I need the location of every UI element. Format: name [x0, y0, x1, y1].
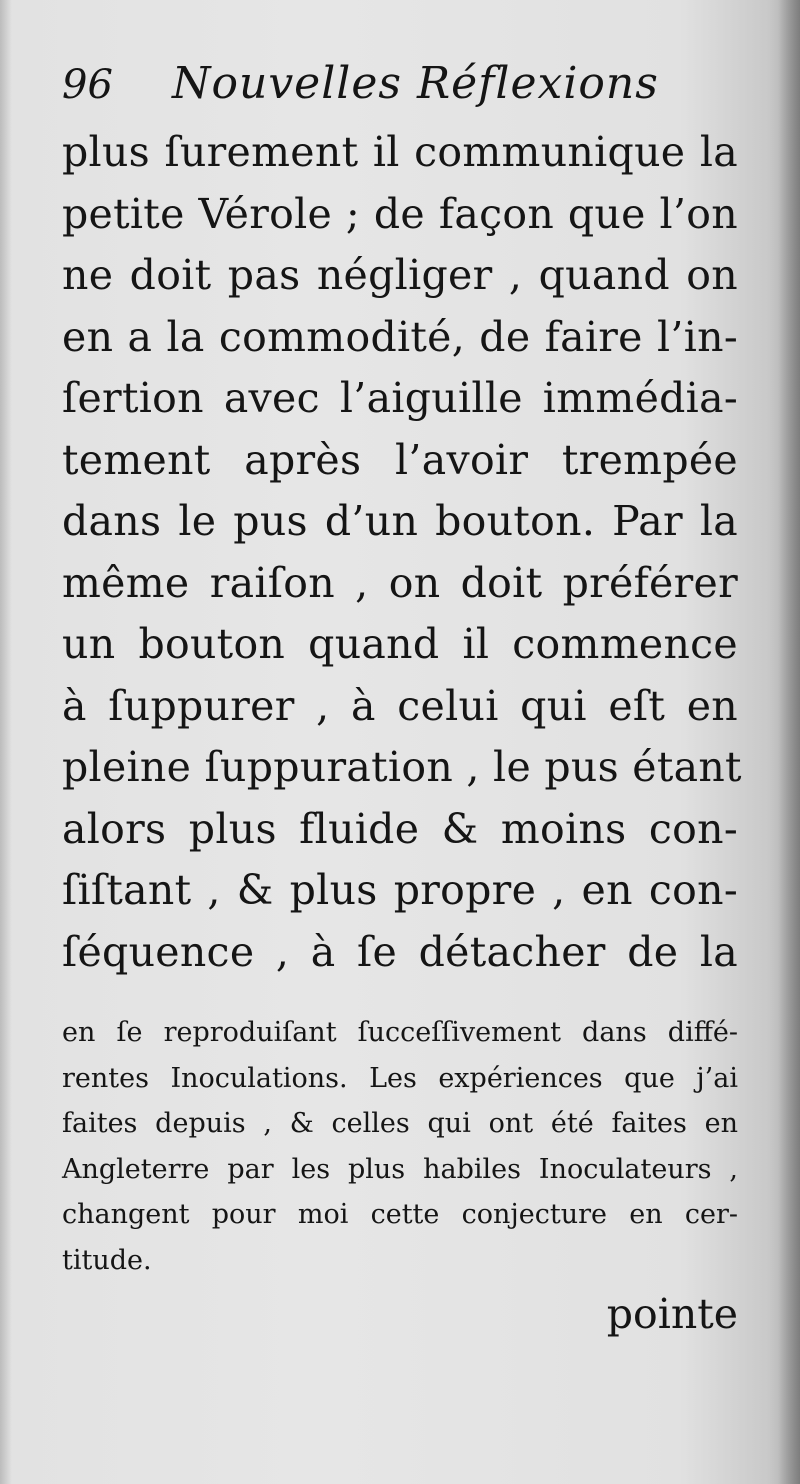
text-line: un bouton quand il commence: [62, 620, 738, 668]
text-line: ſiſtant , & plus propre , en con-: [62, 866, 738, 914]
page-gutter-shadow: [778, 0, 800, 1484]
text-line: plus ſurement il communique la: [62, 128, 738, 176]
page-number: 96: [62, 62, 113, 108]
footnote-line: titude.: [62, 1244, 152, 1276]
footnote-line: faites depuis , & celles qui ont été faites en: [62, 1108, 738, 1139]
text-line: ſertion avec l’aiguille immédia-: [62, 374, 738, 422]
footnote-line: rentes Inoculations. Les expériences que j’ai: [62, 1062, 738, 1094]
text-line: ne doit pas négliger , quand on: [62, 251, 738, 299]
footnote-line: changent pour moi cette conjecture en cer-: [62, 1199, 738, 1230]
text-line: à ſuppurer , à celui qui eſt en: [62, 681, 738, 730]
text-line: tement après l’avoir trempée: [62, 435, 738, 484]
footnote: [62, 1010, 738, 1283]
text-line: ſéquence , à ſe détacher de la: [62, 927, 738, 976]
page-left-edge: [0, 0, 12, 1484]
text-line: alors plus fluide & moins con-: [62, 804, 738, 853]
page-header: [62, 52, 742, 122]
text-line: en a la commodité, de faire l’in-: [62, 312, 738, 361]
text-line: petite Vérole ; de façon que l’on: [62, 189, 738, 238]
text-line: dans le pus d’un bouton. Par la: [62, 497, 738, 545]
running-title: Nouvelles Réflexions: [172, 58, 659, 109]
text-line: même raiſon , on doit préférer: [62, 558, 738, 607]
text-line: pleine ſuppuration , le pus étant: [62, 743, 742, 791]
footnote-line: Angleterre par les plus habiles Inoculateurs ,: [62, 1153, 738, 1185]
catchword: pointe: [606, 1290, 738, 1338]
footnote-line: en ſe reproduiſant ſucceſſivement dans diffé-: [62, 1017, 738, 1048]
main-text: [62, 122, 742, 983]
